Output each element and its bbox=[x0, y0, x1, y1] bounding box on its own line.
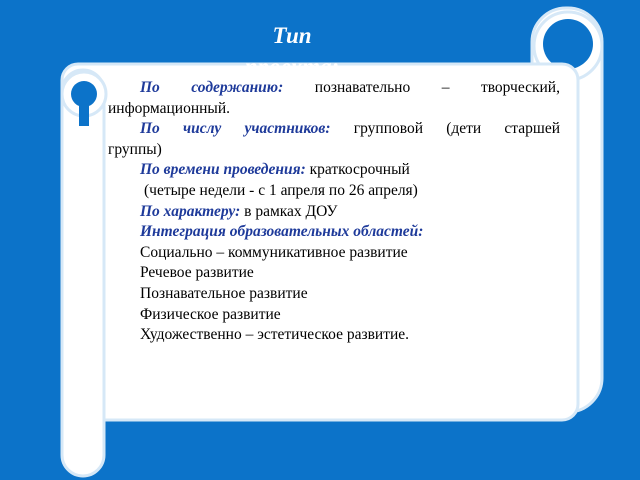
content-value-2: информационный. bbox=[108, 99, 230, 117]
character-line bbox=[108, 202, 560, 223]
content-type-line bbox=[108, 78, 560, 99]
area-item: Социально – коммуникативное развитие bbox=[140, 243, 408, 261]
participants-line bbox=[108, 119, 560, 140]
content-type-line-2 bbox=[108, 99, 560, 120]
area-item: Художественно – эстетическое развитие. bbox=[140, 326, 410, 344]
participants-value-2: группы) bbox=[108, 140, 162, 158]
scroll-content bbox=[108, 78, 560, 346]
duration-label: По времени проведения: bbox=[140, 161, 306, 179]
participants-line-2 bbox=[108, 140, 560, 161]
participants-label: По числу участников: bbox=[140, 120, 331, 138]
scroll-curl-bottom-left bbox=[62, 70, 106, 476]
character-label: По характеру: bbox=[140, 202, 241, 220]
slide-title: Тип проекта: bbox=[244, 23, 340, 79]
duration-value: краткосрочный bbox=[305, 161, 410, 179]
area-item: Физическое развитие bbox=[140, 305, 281, 323]
content-value-1: познавательно – творческий, bbox=[283, 79, 560, 96]
duration-line bbox=[108, 160, 560, 181]
area-item: Речевое развитие bbox=[140, 264, 254, 282]
participants-value-1: групповой (дети старшей bbox=[330, 120, 560, 138]
duration-detail: (четыре недели - с 1 апреля по 26 апреля) bbox=[144, 181, 418, 199]
character-value: в рамках ДОУ bbox=[240, 202, 338, 220]
content-label: По содержанию: bbox=[140, 79, 284, 96]
area-item: Познавательное развитие bbox=[140, 284, 308, 302]
integration-heading: Интеграция образовательных областей: bbox=[140, 223, 424, 241]
